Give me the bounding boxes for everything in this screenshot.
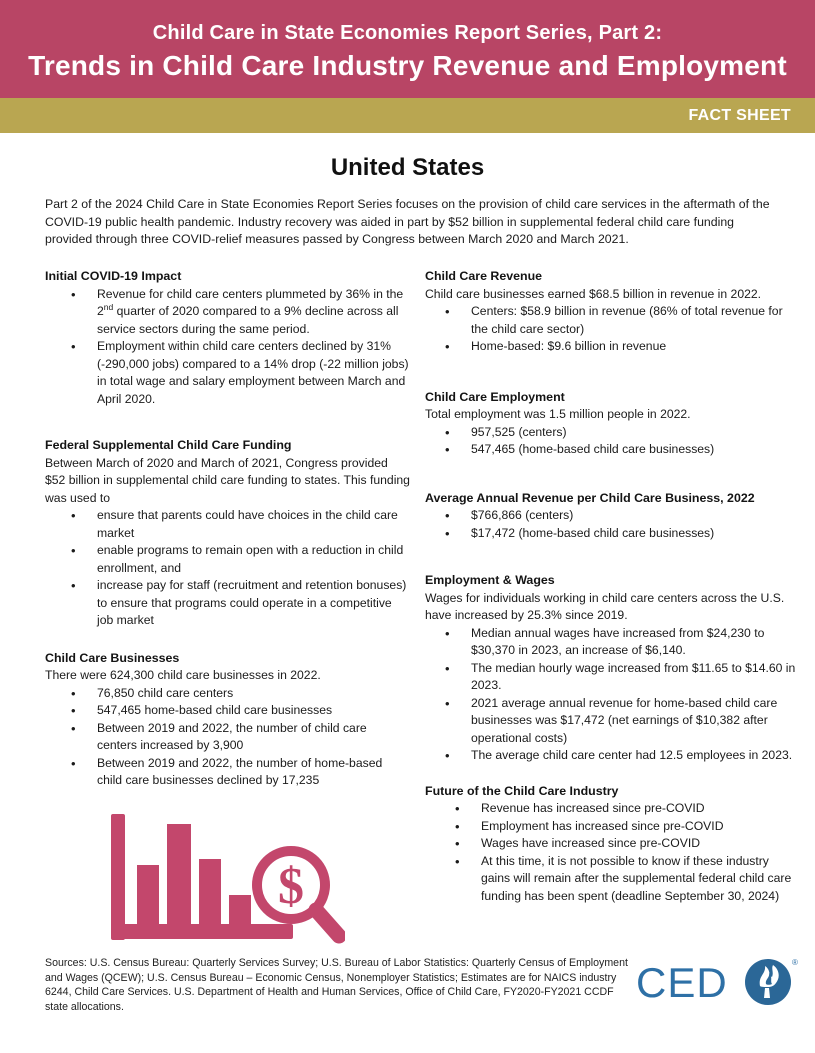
ced-torch-icon xyxy=(744,958,792,1011)
bullet-list xyxy=(425,625,797,765)
right-column xyxy=(425,268,797,905)
section-heading: Child Care Businesses xyxy=(45,650,180,665)
bullet-item: • 76,850 child care centers xyxy=(45,685,410,703)
bullet-item: • Revenue has increased since pre-COVID xyxy=(425,800,797,818)
bullet-item: • 547,465 (home-based child care businesses) xyxy=(425,441,797,459)
intro-paragraph: Part 2 of the 2024 Child Care in State Economies Report Series focuses on the provision of child care services in the aftermath of the COVID-19 public health pandemic. Industry recovery was aided in part by $52 billion in supplemental federal child care funding provided through three COVID-relief measures passed by Congress between March 2020 and March 2021. xyxy=(45,197,770,246)
fact-sheet-banner: FACT SHEET xyxy=(0,98,815,133)
section-child-care-revenue xyxy=(425,268,797,356)
ced-logo-text: CED xyxy=(636,959,728,1006)
bullet-item: • Between 2019 and 2022, the number of home-based child care businesses declined by 17,235 xyxy=(45,755,410,790)
section-child-care-businesses xyxy=(45,650,410,790)
section-heading: Child Care Employment xyxy=(425,389,565,404)
superscript-ordinal: nd xyxy=(103,301,114,312)
sources-text: Sources: U.S. Census Bureau: Quarterly Services Survey; U.S. Bureau of Labor Statistics: Quarterly Census of Employment and Wages (QCEW); U.S. Census Bureau – Economic Census, Nonemployer Statistics; Estimates are for NAICS industry 6244, Child Care Services. U.S. Department of Health and Human Services, Office of Child Care, FY2020-FY2021 CCDF state allocations. xyxy=(45,957,628,1013)
bullet-item: • increase pay for staff (recruitment and retention bonuses) to ensure that programs could operate in a competitive job market xyxy=(45,577,410,630)
section-heading: Future of the Child Care Industry xyxy=(425,783,619,798)
bullet-item: • Employment has increased since pre-COVID xyxy=(425,818,797,836)
page-title: United States xyxy=(330,154,485,181)
section-employment-and-wages xyxy=(425,572,797,765)
section-child-care-employment xyxy=(425,389,797,459)
bullet-list xyxy=(425,424,797,459)
header-band xyxy=(0,0,815,98)
section-heading: Federal Supplemental Child Care Funding xyxy=(45,438,292,452)
bullet-item: • Median annual wages have increased from $24,230 to $30,370 in 2023, an increase of $6,140. xyxy=(425,625,797,660)
bullet-item: • The average child care center had 12.5 employees in 2023. xyxy=(425,747,797,765)
bullet-item: • Between 2019 and 2022, the number of child care centers increased by 3,900 xyxy=(45,720,410,755)
bullet-item xyxy=(45,286,410,339)
bullet-list xyxy=(45,685,410,790)
bullet-item: • Wages have increased since pre-COVID xyxy=(425,835,797,853)
bullet-item: • At this time, it is not possible to know if these industry gains will remain after the supplemental federal child care funding has been spent (deadline September 30, 2024) xyxy=(425,853,797,906)
bullet-text: Revenue for child care centers plummeted by 36% in the 2 xyxy=(97,286,404,318)
bar-chart-magnifying-glass-dollar-icon xyxy=(97,812,410,954)
section-heading: Initial COVID-19 Impact xyxy=(45,269,182,283)
section-body: There were 624,300 child care businesses in 2022. xyxy=(45,668,321,682)
section-federal-supplemental-funding xyxy=(45,437,410,630)
bullet-item: • 2021 average annual revenue for home-based child care businesses was $17,472 (net earnings of $10,382 after operational costs) xyxy=(425,695,797,748)
bullet-item: • Centers: $58.9 billion in revenue (86% of total revenue for the child care sector) xyxy=(425,303,797,338)
section-average-annual-revenue xyxy=(425,490,797,543)
section-future-of-industry xyxy=(425,783,797,906)
bullet-item: • $766,866 (centers) xyxy=(425,507,797,525)
report-series-title: Child Care in State Economies Report Series, Part 2: xyxy=(152,22,663,44)
section-heading: Employment & Wages xyxy=(425,573,555,587)
bullet-list xyxy=(45,286,410,409)
section-body: Between March of 2020 and March of 2021, Congress provided $52 billion in supplemental child care funding to states. This funding was used to xyxy=(45,455,410,505)
bullet-item: • Home-based: $9.6 billion in revenue xyxy=(425,338,797,356)
bullet-list xyxy=(425,507,797,542)
bullet-item: • 547,465 home-based child care businesses xyxy=(45,702,410,720)
report-subtitle: Trends in Child Care Industry Revenue and Employment xyxy=(28,50,787,81)
bullet-item: • 957,525 (centers) xyxy=(425,424,797,442)
bullet-item: • Employment within child care centers declined by 31% (-290,000 jobs) compared to a 14% drop (-22 million jobs) in total wage and salary employment between March and April 2020. xyxy=(45,338,410,408)
section-heading: Average Annual Revenue per Child Care Business, 2022 xyxy=(425,490,755,505)
bullet-item: • $17,472 (home-based child care businesses) xyxy=(425,525,797,543)
ced-logo xyxy=(636,958,796,1014)
section-body: Wages for individuals working in child care centers across the U.S. have increased by 25.3% since 2019. xyxy=(425,590,785,622)
left-column xyxy=(45,268,410,953)
registered-trademark: ® xyxy=(792,958,798,967)
bullet-text: quarter of 2020 compared to a 9% decline across all service sectors during the same period. xyxy=(97,304,399,336)
bullet-item: • The median hourly wage increased from $11.65 to $14.60 in 2023. xyxy=(425,660,797,695)
section-initial-covid-impact xyxy=(45,268,410,408)
bullet-item: • ensure that parents could have choices in the child care market xyxy=(45,507,410,542)
svg-text:$: $ xyxy=(278,857,304,915)
section-body: Total employment was 1.5 million people in 2022. xyxy=(425,407,691,421)
bullet-list xyxy=(45,507,410,630)
bullet-list xyxy=(425,800,797,905)
bullet-item: • enable programs to remain open with a reduction in child enrollment, and xyxy=(45,542,410,577)
section-heading: Child Care Revenue xyxy=(425,269,543,283)
bullet-list xyxy=(425,303,797,356)
section-body: Child care businesses earned $68.5 billion in revenue in 2022. xyxy=(425,286,762,301)
